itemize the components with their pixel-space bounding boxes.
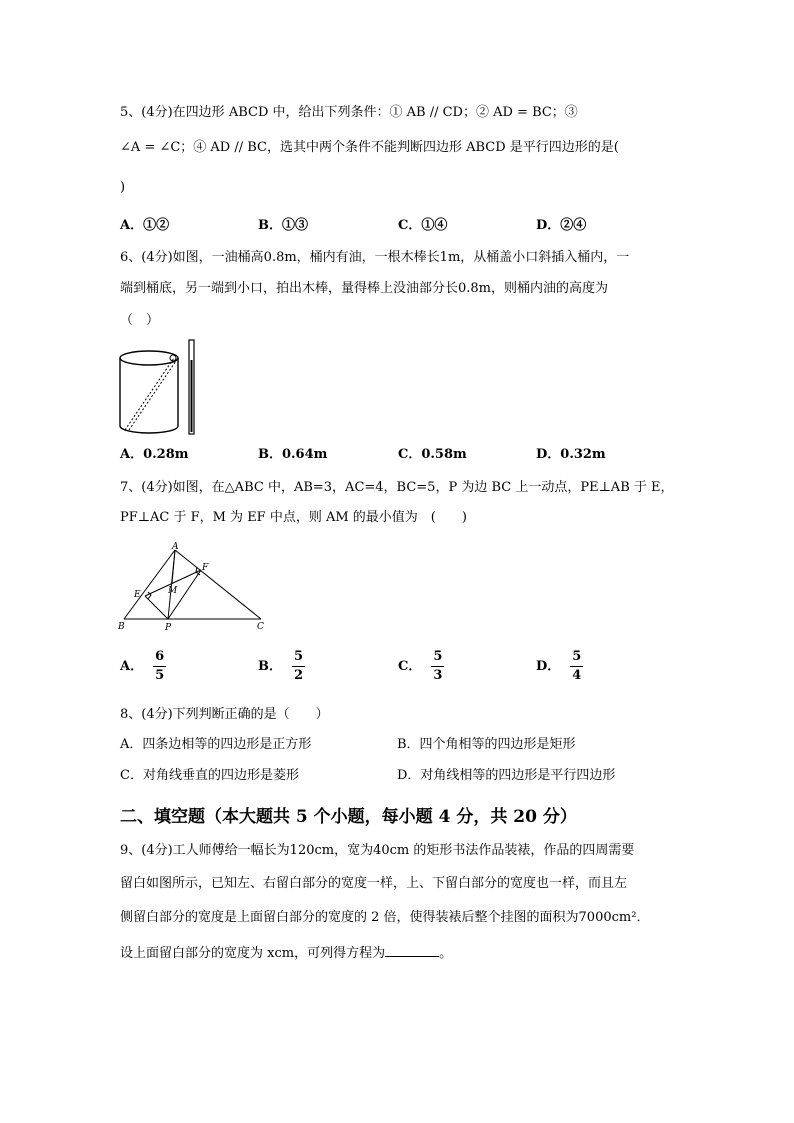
barrel-top-ellipse bbox=[120, 351, 178, 365]
label-m: M bbox=[168, 586, 178, 596]
q5-line3: ) bbox=[120, 180, 126, 195]
stick-in-barrel bbox=[125, 358, 174, 430]
label-p: P bbox=[165, 623, 172, 632]
fraction: $\frac{5}{2}$ bbox=[294, 649, 304, 683]
q7-line2: PF⊥AC 于 F，M 为 EF 中点，则 AM 的最小值为 ( ) bbox=[120, 510, 467, 525]
fraction: $\frac{6}{5}$ bbox=[155, 649, 165, 683]
label-a: A bbox=[172, 542, 179, 552]
q8-line1: 8、(4分)下列判断正确的是（ ） bbox=[120, 707, 329, 722]
q6-line2: 端到桶底，另一端到小口，拍出木棒，量得棒上没油部分长0.8m，则桶内油的高度为 bbox=[120, 281, 609, 296]
q6-line1: 6、(4分)如图，一油桶高0.8m，桶内有油，一根木棒长1m，从桶盖小口斜插入桶内，一 bbox=[120, 250, 630, 265]
barrel-bottom-arc bbox=[120, 426, 178, 433]
section-heading: 二、填空题（本大题共 5 个小题，每小题 4 分，共 20 分） bbox=[120, 807, 577, 827]
q7-option-b[interactable] bbox=[258, 648, 305, 685]
q8-option-d[interactable]: D．对角线相等的四边形是平行四边形 bbox=[397, 768, 616, 783]
q6-option-a[interactable]: A．0.28m bbox=[120, 447, 189, 462]
oil-barrel-figure bbox=[118, 338, 208, 438]
side-ac bbox=[175, 550, 261, 619]
option-letter: C． bbox=[398, 659, 422, 674]
fraction: $\frac{5}{3}$ bbox=[433, 649, 443, 683]
label-e: E bbox=[134, 590, 141, 600]
triangle-abc-figure bbox=[116, 540, 276, 632]
side-ab bbox=[124, 550, 175, 619]
option-letter: D． bbox=[536, 659, 561, 674]
option-letter: A． bbox=[120, 659, 144, 674]
q7-option-a[interactable] bbox=[120, 648, 166, 685]
q8-option-c[interactable]: C．对角线垂直的四边形是菱形 bbox=[120, 768, 299, 783]
answer-blank[interactable] bbox=[385, 944, 439, 957]
wooden-stick-wet-part bbox=[191, 360, 193, 432]
q8-option-b[interactable]: B．四个角相等的四边形是矩形 bbox=[397, 737, 576, 752]
label-f: F bbox=[202, 563, 209, 573]
q6-option-c[interactable]: C．0.58m bbox=[398, 447, 467, 462]
q9-line1: 9、(4分)工人师傅给一幅长为120cm，宽为40cm 的矩形书法作品装裱，作品的四周需要 bbox=[120, 843, 635, 858]
q9-line4 bbox=[120, 944, 452, 964]
q7-option-c[interactable] bbox=[398, 648, 444, 685]
q9-line4-end: 。 bbox=[439, 946, 453, 961]
q5-option-a[interactable]: A．①② bbox=[120, 218, 170, 233]
q7-line1: 7、(4分)如图，在△ABC 中，AB=3，AC=4，BC=5，P 为边 BC 上一动点，PE⊥AB 于 E， bbox=[120, 480, 674, 495]
segment-pe bbox=[145, 596, 168, 619]
q9-line4-text: 设上面留白部分的宽度为 xcm，可列得方程为 bbox=[120, 946, 386, 961]
q6-option-b[interactable]: B．0.64m bbox=[258, 447, 328, 462]
label-c: C bbox=[257, 622, 264, 632]
q7-option-d[interactable] bbox=[536, 648, 583, 685]
option-letter: B． bbox=[258, 659, 282, 674]
q5-line2: ∠A = ∠C；④ AD // BC，选其中两个条件不能判断四边形 ABCD 是平行四边形的是( bbox=[120, 140, 619, 155]
label-b: B bbox=[118, 622, 125, 632]
q6-line3: （ ） bbox=[120, 313, 160, 328]
q8-option-a[interactable]: A．四条边相等的四边形是正方形 bbox=[120, 737, 312, 752]
q5-line1: 5、(4分)在四边形 ABCD 中，给出下列条件：① AB // CD；② AD = BC；③ bbox=[120, 105, 578, 120]
q5-option-b[interactable]: B．①③ bbox=[258, 218, 308, 233]
q9-line2: 留白如图所示，已知左、右留白部分的宽度一样，上、下留白部分的宽度也一样，而且左 bbox=[120, 876, 628, 891]
stick-in-barrel-edge bbox=[129, 358, 178, 430]
q6-option-d[interactable]: D．0.32m bbox=[536, 447, 606, 462]
q9-line3: 侧留白部分的宽度是上面留白部分的宽度的 2 倍，使得装裱后整个挂图的面积为7000cm²． bbox=[120, 910, 650, 925]
fraction: $\frac{5}{4}$ bbox=[572, 649, 582, 683]
q5-option-c[interactable]: C．①④ bbox=[398, 218, 448, 233]
q5-option-d[interactable]: D．②④ bbox=[536, 218, 587, 233]
